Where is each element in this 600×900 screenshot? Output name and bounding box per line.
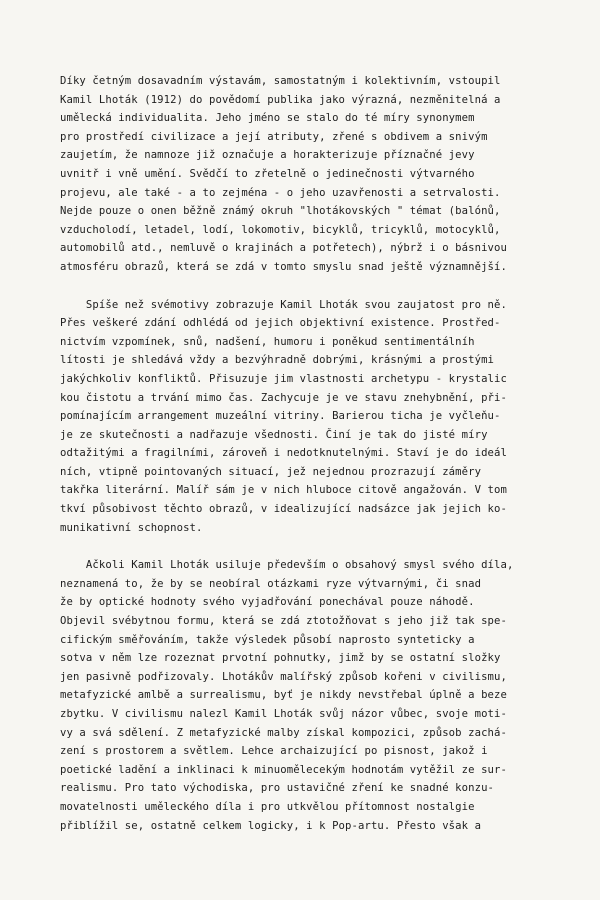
text-line: vzducholodí, letadel, lodí, lokomotiv, bicyklů, tricyklů, motocyklů, <box>60 223 501 236</box>
text-line: vy a svá sdělení. Z metafyzické malby získal kompozici, způsob zachá- <box>60 726 507 739</box>
text-line: Ačkoli Kamil Lhoták usiluje především o obsahový smysl svého díla, <box>60 559 514 572</box>
text-line: odtažitými a fragilními, zároveň i nedotknutelnými. Staví je do ideál <box>60 447 507 460</box>
text-line: přiblížil se, ostatně celkem logicky, i k Pop-artu. Přesto však a <box>60 819 482 832</box>
text-line: neznamená to, že by se neobíral otázkami ryze výtvarnými, či snad <box>60 577 482 590</box>
text-line: Spíše než svémotivy zobrazuje Kamil Lhoták svou zaujatost pro ně. <box>60 298 507 311</box>
paragraph-gap <box>60 537 600 556</box>
paragraph <box>60 296 600 538</box>
text-line: cifickým směřováním, takže výsledek působí naprosto synteticky a <box>60 633 475 646</box>
text-line: Nejde pouze o onen běžně známý okruh "lhotákovských " témat (balónů, <box>60 205 501 218</box>
typewritten-text <box>60 72 600 835</box>
text-line: sotva v něm lze rozeznat prvotní pohnutky, jimž by se ostatní složky <box>60 652 501 665</box>
text-line: pomínajícím arrangement muzeální vitriny. Barierou ticha je vyčleňu- <box>60 410 501 423</box>
text-line: jen pasivně podřizovaly. Lhotákův malířský způsob kořeni v civilismu, <box>60 670 507 683</box>
text-line: je ze skutečnosti a nadřazuje všednosti. Činí je tak do jisté míry <box>60 428 488 441</box>
text-line: Díky četným dosavadním výstavám, samostatným i kolektivním, vstoupil <box>60 75 501 87</box>
text-line: lítosti je shledává vždy a bezvýhradně dobrými, krásnými a prostými <box>60 354 495 367</box>
text-line: kou čistotu a trvání mimo čas. Zachycuje je ve stavu znehybnění, při- <box>60 391 507 404</box>
text-line: nictvím vzpomínek, snů, nadšení, humoru i poněkud sentimentálníh <box>60 335 475 348</box>
text-line: že by optické hodnoty svého vyjadřování ponechával pouze náhodě. <box>60 596 475 609</box>
text-line: munikativní schopnost. <box>60 521 203 534</box>
text-line: realismu. Pro tato východiska, pro ustavičné zření ke snadné konzu- <box>60 782 495 795</box>
text-line: zbytku. V civilismu nalezl Kamil Lhoták svůj názor vůbec, svoje moti- <box>60 708 507 720</box>
text-line: umělecká individualita. Jeho jméno se stalo do té míry synonymem <box>60 112 475 125</box>
text-line: projevu, ale také - a to zejména - o jeho uzavřenosti a setrvalosti. <box>60 186 501 199</box>
text-line: tkví působivost těchto obrazů, v idealizující nadsázce jak jejich ko- <box>60 503 507 516</box>
text-line: Objevil svébytnou formu, která se zdá ztotožňovat s jeho již tak spe- <box>60 615 507 628</box>
paragraph <box>60 72 600 277</box>
text-line: zení s prostorem a světlem. Lehce archaizující po pisnost, jakož i <box>60 745 488 758</box>
text-line: Kamil Lhoták (1912) do povědomí publika jako výrazná, nezměnitelná a <box>60 93 501 106</box>
text-line: jakýchkoliv konfliktů. Přisuzuje jim vlastnosti archetypu - krystalic <box>60 372 507 385</box>
text-line: atmosféru obrazů, která se zdá v tomto smyslu snad ještě významnější. <box>60 260 507 273</box>
paragraph-gap <box>60 277 600 296</box>
paragraph <box>60 556 600 835</box>
text-line: metafyzické amlbě a surrealismu, byť je nikdy nevstřebal úplně a beze <box>60 689 507 702</box>
text-line: uvnitř i vně umění. Svědčí to zřetelně o jedinečnosti výtvarného <box>60 167 475 180</box>
text-line: takřka literární. Malíř sám je v nich hluboce citově angažován. V tom <box>60 484 507 497</box>
text-line: Přes veškeré zdání odhlédá od jejich objektivní existence. Prostřed- <box>60 317 501 330</box>
text-line: ních, vtipně pointovaných situací, jež nejednou prozrazují záměry <box>60 465 482 478</box>
text-line: poetické ladění a inklinaci k minuomělecekým hodnotám vytěžil ze sur- <box>60 763 507 776</box>
text-line: movatelnosti uměleckého díla i pro utkvělou přítomnost nostalgie <box>60 800 475 813</box>
text-line: zaujetím, že namnoze již označuje a horakterizuje příznačné jevy <box>60 149 475 162</box>
text-line: pro prostředí civilizace a její atributy, zřené s obdivem a snivým <box>60 130 488 143</box>
text-line: automobilů atd., nemluvě o krajinách a potřetech), nýbrž i o básnivou <box>60 242 507 255</box>
